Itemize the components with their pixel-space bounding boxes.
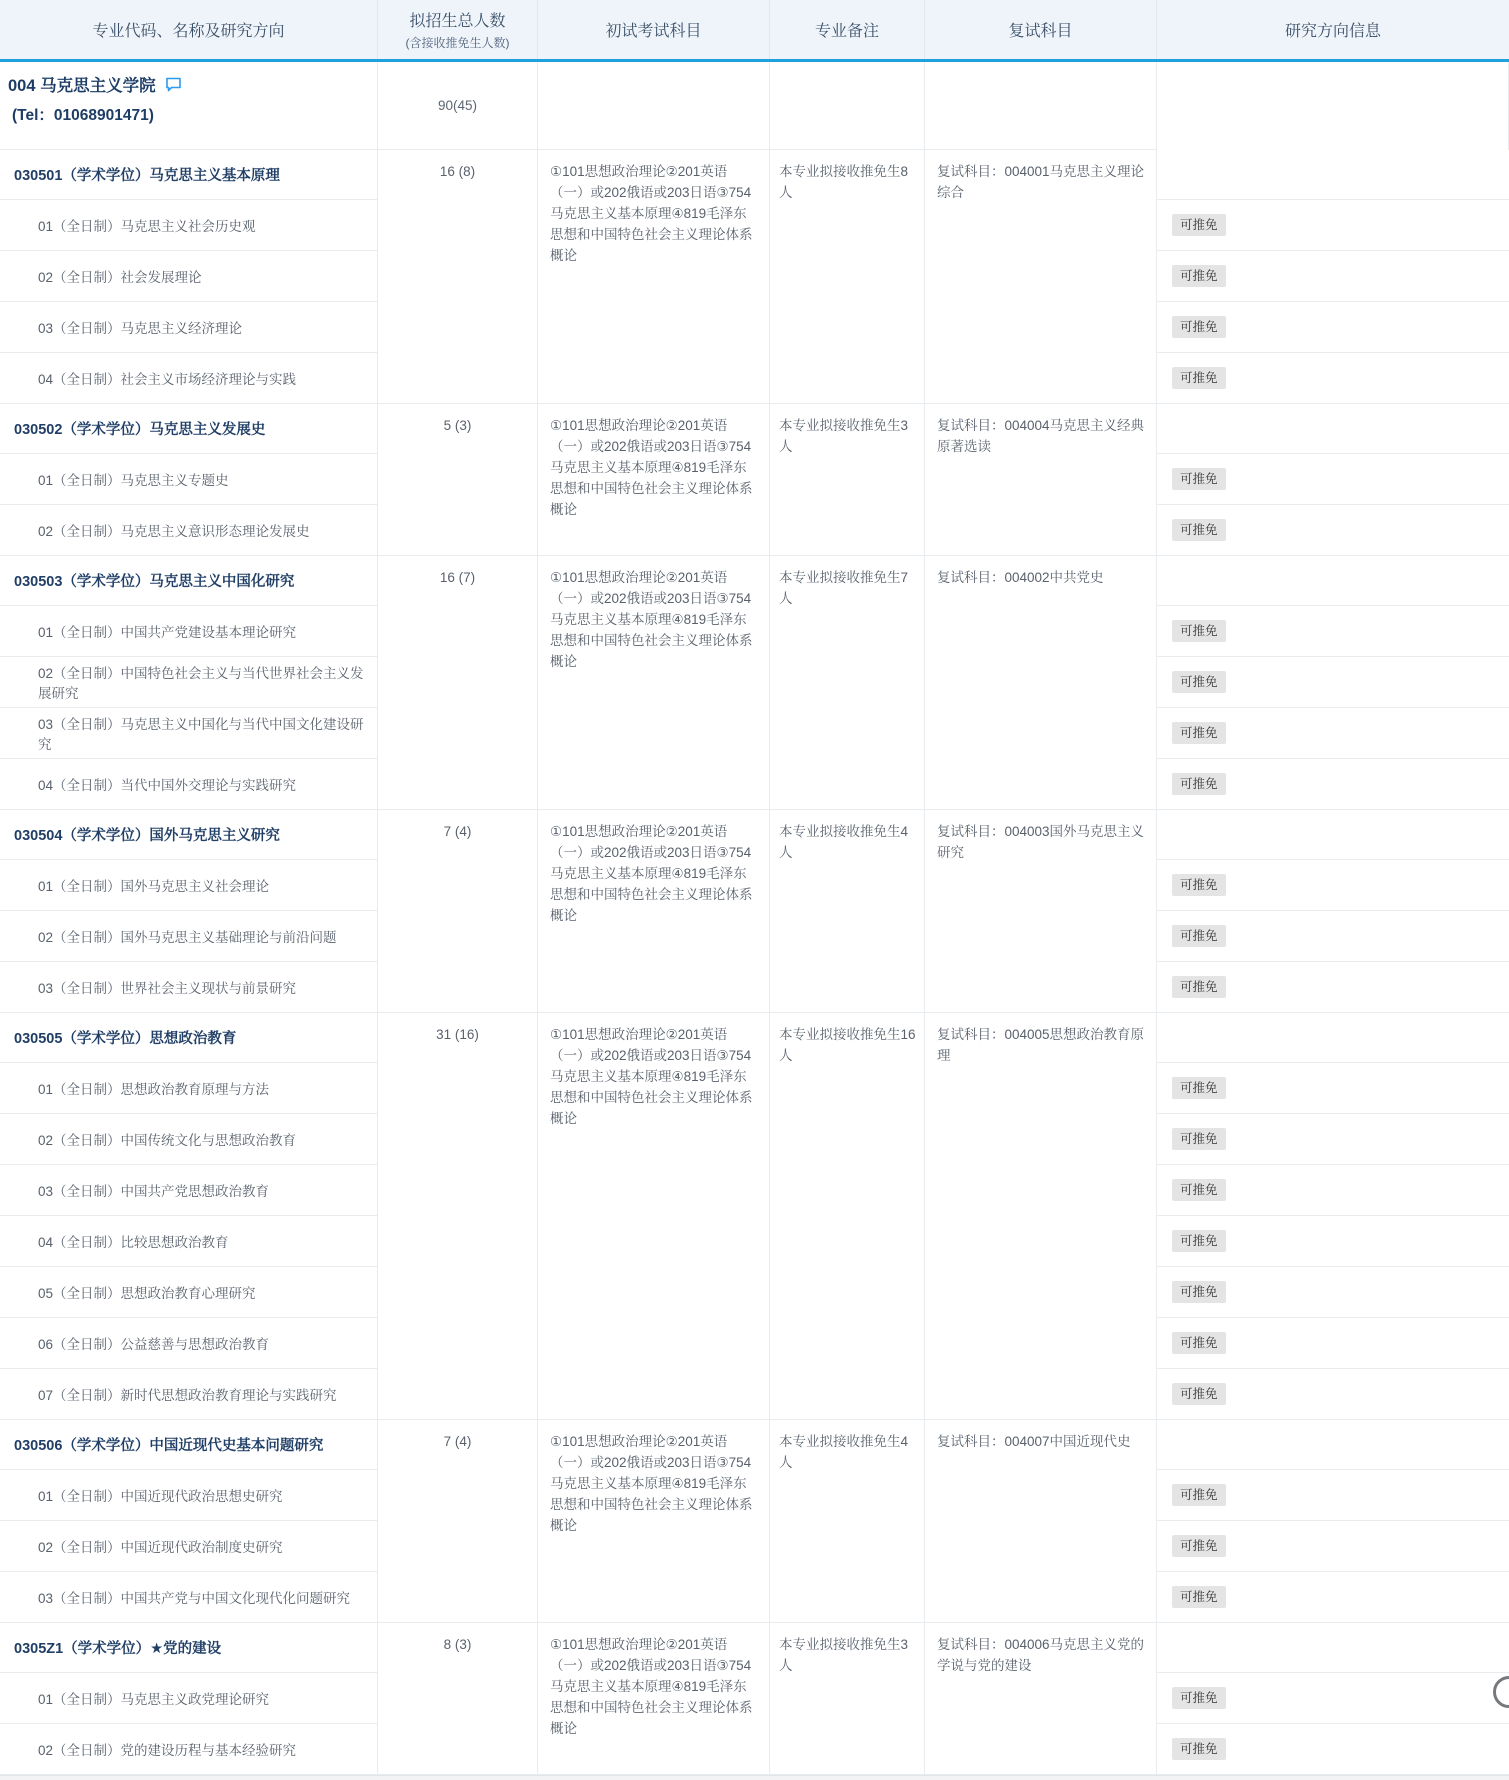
exempt-tag: 可推免	[1172, 1281, 1226, 1304]
col-header-major	[0, 0, 378, 59]
direction-info-empty-band	[1157, 150, 1509, 200]
major-title: 030504（学术学位）国外马克思主义研究	[0, 810, 377, 860]
direction-item: 01（全日制）马克思主义专题史	[0, 454, 377, 505]
section-row	[0, 1013, 1509, 1420]
direction-item: 02（全日制）党的建设历程与基本经验研究	[0, 1724, 377, 1775]
direction-item: 01（全日制）思想政治教育原理与方法	[0, 1063, 377, 1114]
college-empty-cell	[538, 62, 770, 150]
major-directions-column	[0, 810, 378, 1013]
direction-item: 04（全日制）社会主义市场经济理论与实践	[0, 353, 377, 404]
direction-info-cell	[1157, 1521, 1509, 1572]
direction-item: 02（全日制）中国传统文化与思想政治教育	[0, 1114, 377, 1165]
college-empty-cell	[925, 62, 1157, 150]
exempt-tag: 可推免	[1172, 1738, 1226, 1761]
planned-count: 16 (8)	[378, 150, 538, 404]
direction-info-column	[1157, 150, 1509, 404]
major-note: 本专业拟接收推免生7人	[770, 556, 925, 810]
major-title: 030501（学术学位）马克思主义基本原理	[0, 150, 377, 200]
direction-info-cell	[1157, 911, 1509, 962]
section-row	[0, 810, 1509, 1013]
major-note: 本专业拟接收推免生16人	[770, 1013, 925, 1420]
direction-info-cell	[1157, 302, 1509, 353]
direction-info-cell	[1157, 1063, 1509, 1114]
direction-info-cell	[1157, 1216, 1509, 1267]
exempt-tag: 可推免	[1172, 1128, 1226, 1151]
direction-info-empty-band	[1157, 810, 1509, 860]
major-directions-column	[0, 1420, 378, 1623]
direction-item: 03（全日制）世界社会主义现状与前景研究	[0, 962, 377, 1013]
exam-subjects: ①101思想政治理论②201英语（一）或202俄语或203日语③754马克思主义基本原理④819毛泽东思想和中国特色社会主义理论体系概论	[538, 404, 770, 556]
major-directions-column	[0, 150, 378, 404]
section-row	[0, 556, 1509, 810]
direction-item: 02（全日制）国外马克思主义基础理论与前沿问题	[0, 911, 377, 962]
table-header	[0, 0, 1509, 62]
section-row	[0, 1420, 1509, 1623]
exempt-tag: 可推免	[1172, 214, 1226, 237]
direction-item: 02（全日制）中国特色社会主义与当代世界社会主义发展研究	[0, 657, 377, 708]
exempt-tag: 可推免	[1172, 620, 1226, 643]
direction-item: 02（全日制）马克思主义意识形态理论发展史	[0, 505, 377, 556]
col-header-label: 专业代码、名称及研究方向	[92, 23, 285, 40]
section-row	[0, 1623, 1509, 1775]
exempt-tag: 可推免	[1172, 468, 1226, 491]
direction-info-cell	[1157, 251, 1509, 302]
direction-info-empty-band	[1157, 404, 1509, 454]
planned-count: 16 (7)	[378, 556, 538, 810]
direction-item: 03（全日制）中国共产党思想政治教育	[0, 1165, 377, 1216]
exempt-tag: 可推免	[1172, 1179, 1226, 1202]
col-header-note	[770, 0, 925, 59]
major-directions-column	[0, 1013, 378, 1420]
planned-count: 7 (4)	[378, 1420, 538, 1623]
direction-item: 07（全日制）新时代思想政治教育理论与实践研究	[0, 1369, 377, 1420]
major-title: 030502（学术学位）马克思主义发展史	[0, 404, 377, 454]
direction-info-column	[1157, 1623, 1509, 1775]
exempt-tag: 可推免	[1172, 874, 1226, 897]
retest-subjects: 复试科目：004007中国近现代史	[925, 1420, 1157, 1623]
direction-info-cell	[1157, 962, 1509, 1013]
col-header-exam	[538, 0, 770, 59]
college-row	[0, 62, 1509, 150]
direction-info-empty-band	[1157, 1420, 1509, 1470]
planned-count: 31 (16)	[378, 1013, 538, 1420]
col-header-count	[378, 0, 538, 59]
college-cell	[0, 62, 378, 150]
direction-info-cell	[1157, 1114, 1509, 1165]
major-note: 本专业拟接收推免生4人	[770, 1420, 925, 1623]
exam-subjects: ①101思想政治理论②201英语（一）或202俄语或203日语③754马克思主义基本原理④819毛泽东思想和中国特色社会主义理论体系概论	[538, 556, 770, 810]
direction-info-cell	[1157, 353, 1509, 404]
direction-info-cell	[1157, 657, 1509, 708]
direction-info-cell	[1157, 1572, 1509, 1623]
table-bottom-strip	[0, 1775, 1509, 1780]
direction-info-cell	[1157, 1165, 1509, 1216]
exempt-tag: 可推免	[1172, 1230, 1226, 1253]
direction-item: 02（全日制）社会发展理论	[0, 251, 377, 302]
section-row	[0, 150, 1509, 404]
major-note: 本专业拟接收推免生8人	[770, 150, 925, 404]
section-row	[0, 404, 1509, 556]
major-title: 030506（学术学位）中国近现代史基本问题研究	[0, 1420, 377, 1470]
exempt-tag: 可推免	[1172, 1077, 1226, 1100]
college-total-count: 90(45)	[378, 62, 538, 150]
col-header-direction-info	[1157, 0, 1509, 59]
exempt-tag: 可推免	[1172, 1332, 1226, 1355]
direction-info-column	[1157, 556, 1509, 810]
exempt-tag: 可推免	[1172, 519, 1226, 542]
direction-item: 03（全日制）中国共产党与中国文化现代化问题研究	[0, 1572, 377, 1623]
direction-info-cell	[1157, 1470, 1509, 1521]
exempt-tag: 可推免	[1172, 265, 1226, 288]
exempt-tag: 可推免	[1172, 1535, 1226, 1558]
major-title: 0305Z1（学术学位）★党的建设	[0, 1623, 377, 1673]
direction-item: 01（全日制）中国近现代政治思想史研究	[0, 1470, 377, 1521]
direction-item: 01（全日制）马克思主义政党理论研究	[0, 1673, 377, 1724]
direction-item: 03（全日制）马克思主义中国化与当代中国文化建设研究	[0, 708, 377, 759]
planned-count: 8 (3)	[378, 1623, 538, 1775]
exam-subjects: ①101思想政治理论②201英语（一）或202俄语或203日语③754马克思主义基本原理④819毛泽东思想和中国特色社会主义理论体系概论	[538, 1420, 770, 1623]
exempt-tag: 可推免	[1172, 925, 1226, 948]
direction-info-cell	[1157, 759, 1509, 810]
exempt-tag: 可推免	[1172, 976, 1226, 999]
col-header-label: 拟招生总人数	[409, 13, 506, 30]
direction-item: 06（全日制）公益慈善与思想政治教育	[0, 1318, 377, 1369]
direction-info-cell	[1157, 708, 1509, 759]
direction-item: 04（全日制）比较思想政治教育	[0, 1216, 377, 1267]
exempt-tag: 可推免	[1172, 1484, 1226, 1507]
direction-info-empty-band	[1157, 556, 1509, 606]
retest-subjects: 复试科目：004004马克思主义经典原著选读	[925, 404, 1157, 556]
exempt-tag: 可推免	[1172, 1687, 1226, 1710]
exam-subjects: ①101思想政治理论②201英语（一）或202俄语或203日语③754马克思主义基本原理④819毛泽东思想和中国特色社会主义理论体系概论	[538, 810, 770, 1013]
college-empty-cell	[770, 62, 925, 150]
direction-info-cell	[1157, 1673, 1509, 1724]
college-title: 004 马克思主义学院	[8, 77, 156, 95]
direction-info-cell	[1157, 200, 1509, 251]
college-empty-cell	[1157, 62, 1509, 150]
retest-subjects: 复试科目：004001马克思主义理论综合	[925, 150, 1157, 404]
major-title: 030505（学术学位）思想政治教育	[0, 1013, 377, 1063]
comment-icon[interactable]	[165, 76, 182, 93]
exam-subjects: ①101思想政治理论②201英语（一）或202俄语或203日语③754马克思主义基本原理④819毛泽东思想和中国特色社会主义理论体系概论	[538, 1623, 770, 1775]
major-note: 本专业拟接收推免生3人	[770, 404, 925, 556]
retest-subjects: 复试科目：004002中共党史	[925, 556, 1157, 810]
exempt-tag: 可推免	[1172, 1586, 1226, 1609]
direction-info-empty-band	[1157, 1013, 1509, 1063]
exempt-tag: 可推免	[1172, 316, 1226, 339]
col-header-label: 复试科目	[1008, 23, 1073, 40]
exempt-tag: 可推免	[1172, 722, 1226, 745]
direction-info-cell	[1157, 1724, 1509, 1775]
direction-info-cell	[1157, 454, 1509, 505]
major-note: 本专业拟接收推免生4人	[770, 810, 925, 1013]
major-directions-column	[0, 404, 378, 556]
col-header-retest	[925, 0, 1157, 59]
direction-info-cell	[1157, 860, 1509, 911]
direction-info-column	[1157, 1420, 1509, 1623]
planned-count: 5 (3)	[378, 404, 538, 556]
exempt-tag: 可推免	[1172, 773, 1226, 796]
direction-info-empty-band	[1157, 1623, 1509, 1673]
table-body	[0, 150, 1509, 1775]
retest-subjects: 复试科目：004006马克思主义党的学说与党的建设	[925, 1623, 1157, 1775]
direction-info-cell	[1157, 1369, 1509, 1420]
col-header-label: 专业备注	[814, 23, 879, 40]
major-directions-column	[0, 1623, 378, 1775]
direction-info-column	[1157, 1013, 1509, 1420]
exam-subjects: ①101思想政治理论②201英语（一）或202俄语或203日语③754马克思主义基本原理④819毛泽东思想和中国特色社会主义理论体系概论	[538, 1013, 770, 1420]
planned-count: 7 (4)	[378, 810, 538, 1013]
direction-info-cell	[1157, 505, 1509, 556]
direction-info-column	[1157, 810, 1509, 1013]
direction-item: 05（全日制）思想政治教育心理研究	[0, 1267, 377, 1318]
direction-info-cell	[1157, 1267, 1509, 1318]
major-note: 本专业拟接收推免生3人	[770, 1623, 925, 1775]
major-directions-column	[0, 556, 378, 810]
retest-subjects: 复试科目：004005思想政治教育原理	[925, 1013, 1157, 1420]
direction-info-column	[1157, 404, 1509, 556]
direction-item: 03（全日制）马克思主义经济理论	[0, 302, 377, 353]
exempt-tag: 可推免	[1172, 367, 1226, 390]
major-title: 030503（学术学位）马克思主义中国化研究	[0, 556, 377, 606]
col-header-label: 研究方向信息	[1284, 23, 1381, 40]
col-header-label: 初试考试科目	[605, 23, 702, 40]
direction-item: 01（全日制）马克思主义社会历史观	[0, 200, 377, 251]
direction-info-cell	[1157, 606, 1509, 657]
exempt-tag: 可推免	[1172, 671, 1226, 694]
direction-item: 01（全日制）国外马克思主义社会理论	[0, 860, 377, 911]
retest-subjects: 复试科目：004003国外马克思主义研究	[925, 810, 1157, 1013]
college-tel: (Tel：01068901471)	[12, 107, 154, 124]
exempt-tag: 可推免	[1172, 1383, 1226, 1406]
direction-item: 04（全日制）当代中国外交理论与实践研究	[0, 759, 377, 810]
exam-subjects: ①101思想政治理论②201英语（一）或202俄语或203日语③754马克思主义基本原理④819毛泽东思想和中国特色社会主义理论体系概论	[538, 150, 770, 404]
direction-item: 01（全日制）中国共产党建设基本理论研究	[0, 606, 377, 657]
direction-info-cell	[1157, 1318, 1509, 1369]
direction-item: 02（全日制）中国近现代政治制度史研究	[0, 1521, 377, 1572]
col-header-sublabel: (含接收推免生人数)	[405, 36, 510, 50]
